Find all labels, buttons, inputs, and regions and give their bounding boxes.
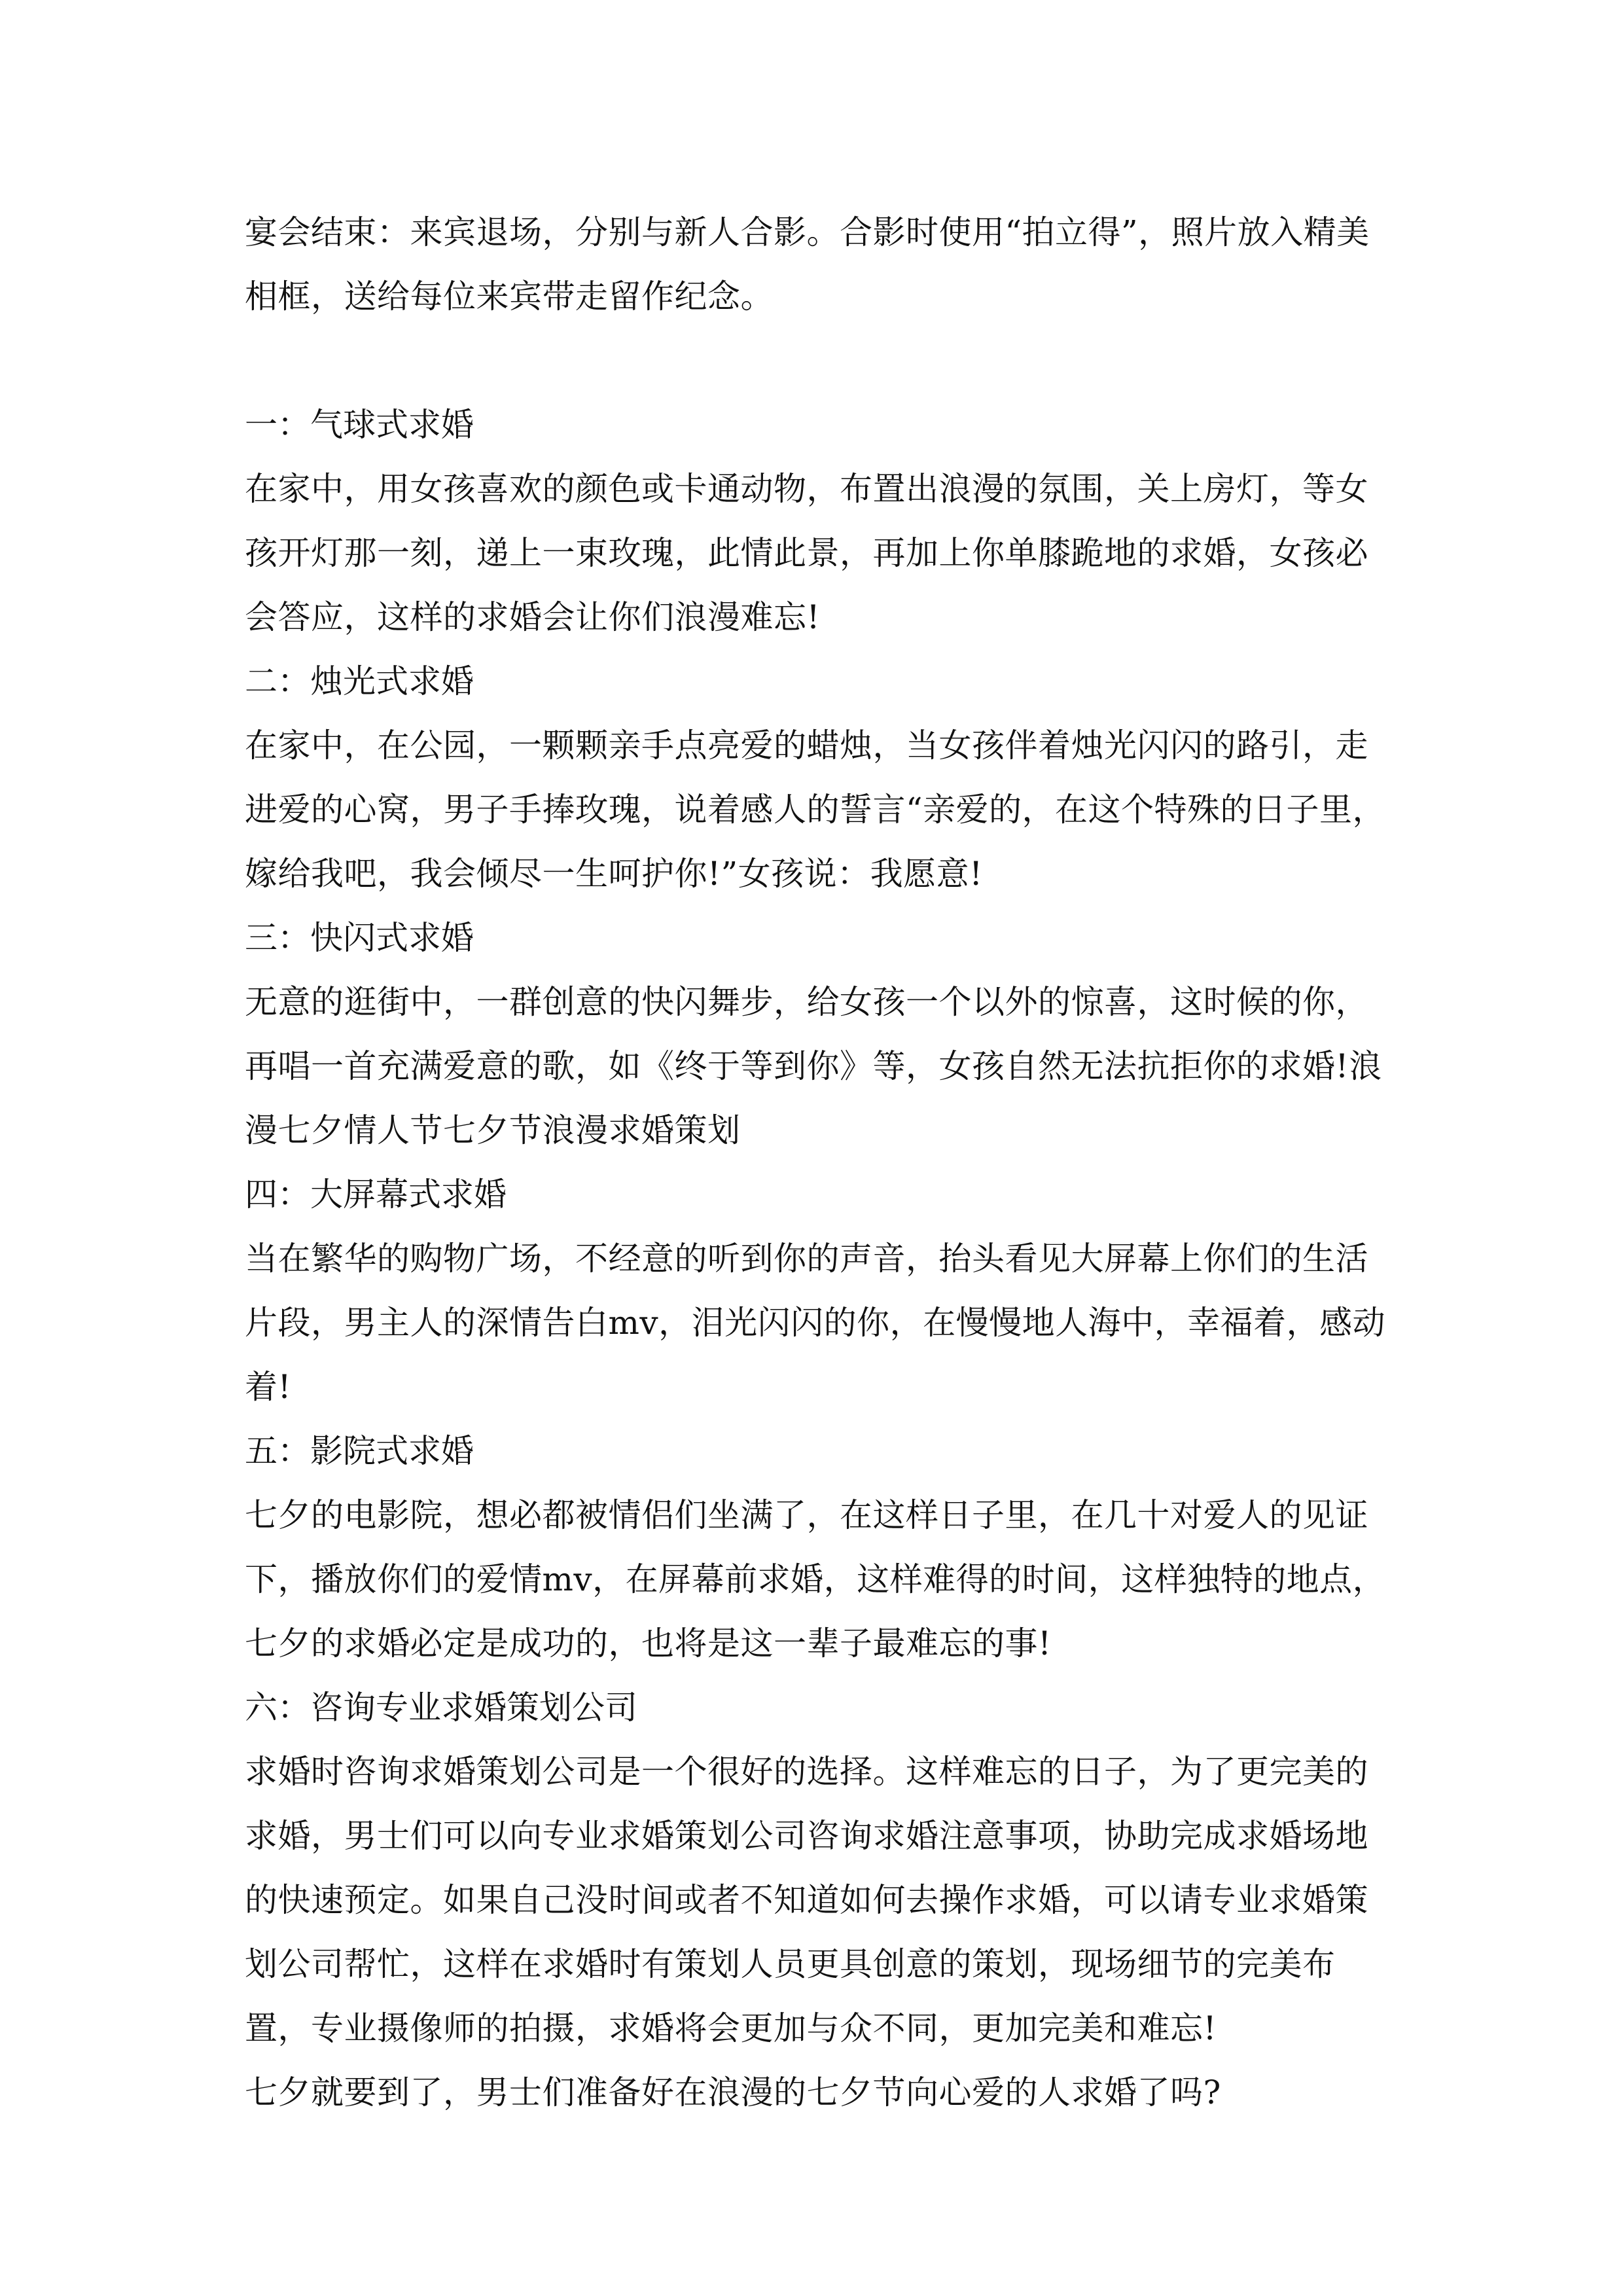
section-body-flashmob: 无意的逛街中，一群创意的快闪舞步，给女孩一个以外的惊喜，这时候的你，再唱一首充满爱意的歌，如《终于等到你》等，女孩自然无法抗拒你的求婚!浪漫七夕情人节七夕节浪漫求婚策划 — [245, 983, 1382, 1149]
section-body-cinema: 七夕的电影院，想必都被情侣们坐满了，在这样日子里，在几十对爱人的见证下，播放你们的爱情mv，在屏幕前求婚，这样难得的时间，这样独特的地点，七夕的求婚必定是成功的，也将是这一辈子最难忘的事! — [245, 1496, 1386, 1662]
closing-paragraph: 七夕就要到了，男士们准备好在浪漫的七夕节向心爱的人求婚了吗? — [245, 2073, 1221, 2111]
section-body-candle: 在家中，在公园，一颗颗亲手点亮爱的蜡烛，当女孩伴着烛光闪闪的路引，走进爱的心窝，男子手捧玫瑰，说着感人的誓言“亲爱的，在这个特殊的日子里，嫁给我吧，我会倾尽一生呵护你!”女孩说：我愿意! — [245, 726, 1386, 893]
intro-paragraph: 宴会结束：来宾退场，分别与新人合影。合影时使用“拍立得”，照片放入精美相框，送给每位来宾带走留作纪念。 — [245, 213, 1370, 315]
section-heading-candle: 二：烛光式求婚 — [245, 662, 474, 700]
document-body — [245, 200, 1390, 2125]
section-body-bigscreen: 当在繁华的购物广场，不经意的听到你的声音，抬头看见大屏幕上你们的生活片段，男主人的深情告白mv，泪光闪闪的你，在慢慢地人海中，幸福着，感动着! — [245, 1240, 1386, 1406]
section-heading-cinema: 五：影院式求婚 — [245, 1432, 474, 1470]
section-body-consulting: 求婚时咨询求婚策划公司是一个很好的选择。这样难忘的日子，为了更完美的求婚，男士们可以向专业求婚策划公司咨询求婚注意事项，协助完成求婚场地的快速预定。如果自己没时间或者不知道如何去操作求婚，可以请专业求婚策划公司帮忙，这样在求婚时有策划人员更具创意的策划，现场细节的完美布置，专业摄像师的拍摄，求婚将会更加与众不同，更加完美和难忘! — [245, 1753, 1368, 2047]
section-heading-bigscreen: 四：大屏幕式求婚 — [245, 1175, 507, 1213]
section-heading-consulting: 六：咨询专业求婚策划公司 — [245, 1689, 637, 1727]
section-heading-flashmob: 三：快闪式求婚 — [245, 919, 474, 957]
section-spacer — [245, 329, 1390, 393]
section-body-balloon: 在家中，用女孩喜欢的颜色或卡通动物，布置出浪漫的氛围，关上房灯，等女孩开灯那一刻，递上一束玫瑰，此情此景，再加上你单膝跪地的求婚，女孩必会答应，这样的求婚会让你们浪漫难忘! — [245, 470, 1368, 636]
section-heading-balloon: 一：气球式求婚 — [245, 406, 474, 444]
